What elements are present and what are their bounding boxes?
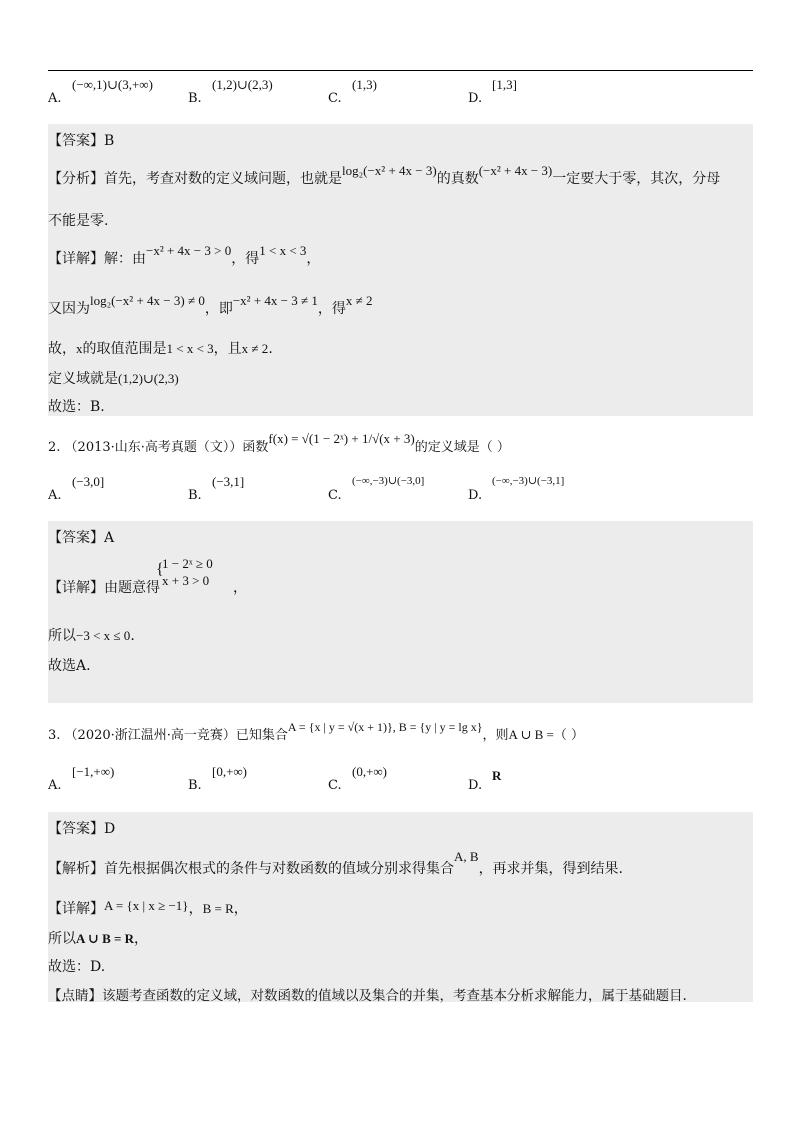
option-label: D. — [468, 91, 483, 106]
detail-math: x — [76, 341, 83, 356]
option-value: (−∞,−3)∪(−3,0] — [352, 475, 425, 487]
detail-text: ，得 — [317, 301, 346, 317]
detail-tag: 【详解】 — [48, 251, 104, 267]
detail-line-2 — [48, 293, 373, 318]
detail-text: ，且 — [213, 341, 242, 357]
detail-text: ，即 — [204, 301, 233, 317]
analysis-math: A, B — [454, 849, 479, 864]
detail-line-3: 故选：D. — [48, 959, 106, 975]
detail-tag: 【详解】 — [48, 901, 104, 917]
answer-line — [48, 130, 114, 150]
q1-answer-box — [48, 124, 753, 416]
answer-tag: 【答案】 — [48, 530, 104, 546]
question-math: A = {x | y = √(x + 1)}, B = {y | y = lg x} — [287, 720, 483, 734]
detail-line-3 — [48, 338, 273, 358]
detail-math: (1,2)∪(2,3) — [118, 371, 179, 386]
detail-text: 由题意得 — [104, 580, 160, 596]
answer-line — [48, 818, 115, 838]
q2-answer-box — [48, 521, 753, 703]
analysis-line — [48, 163, 721, 188]
detail-text: 所以 — [48, 931, 76, 947]
detail-tag: 【详解】 — [48, 580, 104, 596]
analysis-text: ，再求并集，得到结果. — [478, 861, 624, 877]
detail-line-4 — [48, 368, 179, 388]
option-label: C. — [328, 91, 342, 106]
question-text: 的定义域是（ ） — [414, 440, 510, 455]
option-value: [−1,+∞) — [72, 764, 115, 779]
question-text: ，则 — [482, 728, 509, 743]
top-rule — [48, 70, 753, 71]
option-value: (1,2)∪(2,3) — [212, 77, 273, 92]
option-label: A. — [48, 488, 62, 503]
detail-text: ， — [233, 901, 248, 917]
analysis-text: 的真数 — [436, 171, 479, 187]
inequality-system — [156, 555, 213, 589]
option-label: D. — [468, 778, 483, 793]
question-source: （2020·浙江温州·高一竞赛） — [64, 728, 236, 743]
detail-line-5: 故选：B. — [48, 399, 105, 415]
option-label: B. — [188, 91, 202, 106]
detail-line-3: 故选A. — [48, 658, 91, 674]
analysis-line-2: 不能是零. — [48, 213, 109, 229]
option-label: C. — [328, 778, 342, 793]
option-value: [1,3] — [492, 77, 517, 92]
detail-text: 故， — [48, 341, 76, 357]
brace-icon: { — [156, 561, 164, 578]
detail-math: x ≠ 2 — [241, 341, 269, 356]
option-value: [0,+∞) — [212, 764, 248, 779]
option-label: D. — [468, 488, 483, 503]
detail-math: A = {x | x ≥ −1} — [104, 898, 189, 913]
detail-text: ， — [233, 580, 247, 596]
question-source: （2013·山东·高考真题（文）） — [64, 440, 243, 455]
detail-text: ， — [134, 931, 149, 947]
answer-value: D — [104, 821, 116, 837]
analysis-text: 首先，考查对数的定义域问题，也就是 — [104, 171, 342, 187]
option-label: B. — [188, 778, 202, 793]
option-value: (−3,1] — [212, 474, 245, 489]
question-text: 已知集合 — [235, 728, 288, 743]
detail-line — [48, 898, 248, 918]
question-math: f(x) = √(1 − 2ˣ) + 1/√(x + 3) — [268, 431, 415, 446]
q3-answer-box — [48, 812, 753, 1002]
option-value: (1,3) — [352, 77, 377, 92]
detail-math: −x² + 4x − 3 ≠ 1 — [232, 293, 318, 308]
option-value: (0,+∞) — [352, 764, 388, 779]
option-value: (−∞,−3)∪(−3,1] — [492, 475, 565, 487]
answer-value: A — [104, 530, 115, 546]
question-number: 2. — [48, 440, 61, 455]
detail-math: 1 < x < 3 — [259, 243, 307, 258]
detail-text: ，得 — [231, 251, 260, 267]
detail-text: . — [268, 341, 273, 357]
detail-math: A ∪ B = R — [76, 931, 135, 946]
option-label: A. — [48, 91, 62, 106]
question-math: A ∪ B = — [508, 727, 554, 742]
detail-math: x ≠ 2 — [345, 293, 373, 308]
option-label: B. — [188, 488, 202, 503]
option-value: R — [492, 768, 502, 783]
detail-text: 解：由 — [104, 251, 146, 267]
answer-tag: 【答案】 — [48, 133, 104, 149]
analysis-math: (−x² + 4x − 3) — [478, 163, 553, 178]
q3-stem — [48, 720, 585, 743]
question-text: （ ） — [553, 728, 585, 743]
comment-line — [48, 984, 687, 1004]
comment-text: 该题考查函数的定义域，对数函数的值域以及集合的并集，考查基本分析求解能力，属于基础题目. — [102, 988, 687, 1004]
detail-math: 1 < x < 3 — [166, 341, 214, 356]
detail-text: 所以 — [48, 628, 76, 644]
detail-text: 又因为 — [48, 301, 90, 317]
option-value: (−∞,1)∪(3,+∞) — [72, 77, 153, 92]
analysis-tag: 【分析】 — [48, 171, 104, 187]
question-number: 3. — [48, 728, 61, 743]
detail-line — [48, 577, 160, 597]
option-value: (−3,0] — [72, 474, 105, 489]
question-text: 函数 — [242, 440, 269, 455]
answer-line — [48, 527, 114, 547]
analysis-text: 首先根据偶次根式的条件与对数函数的值域分别求得集合 — [104, 861, 454, 877]
option-label: A. — [48, 778, 62, 793]
q2-stem — [48, 431, 510, 455]
detail-line — [48, 243, 321, 268]
answer-tag: 【答案】 — [48, 821, 104, 837]
analysis-text: 一定要大于零，其次，分母 — [552, 171, 721, 187]
detail-text: ， — [188, 901, 203, 917]
answer-value: B — [104, 133, 115, 149]
detail-line-2 — [48, 625, 135, 645]
detail-line-2 — [48, 928, 148, 948]
analysis-tag: 【解析】 — [48, 861, 104, 877]
detail-text: ， — [306, 251, 321, 267]
detail-text: 的取值范围是 — [82, 341, 167, 357]
analysis-line — [48, 849, 624, 878]
system-row: x + 3 > 0 — [162, 573, 210, 588]
detail-text: 定义域就是 — [48, 371, 118, 387]
detail-math: log₂(−x² + 4x − 3) ≠ 0 — [90, 293, 205, 308]
option-label: C. — [328, 488, 342, 503]
comment-tag: 【点睛】 — [48, 988, 102, 1004]
detail-text: . — [130, 628, 135, 644]
system-row: 1 − 2ˣ ≥ 0 — [162, 556, 213, 571]
analysis-math: log₂(−x² + 4x − 3) — [342, 163, 437, 178]
detail-math: −3 < x ≤ 0 — [76, 628, 131, 643]
detail-math: B = R — [202, 901, 234, 916]
detail-math: −x² + 4x − 3 > 0 — [146, 243, 232, 258]
